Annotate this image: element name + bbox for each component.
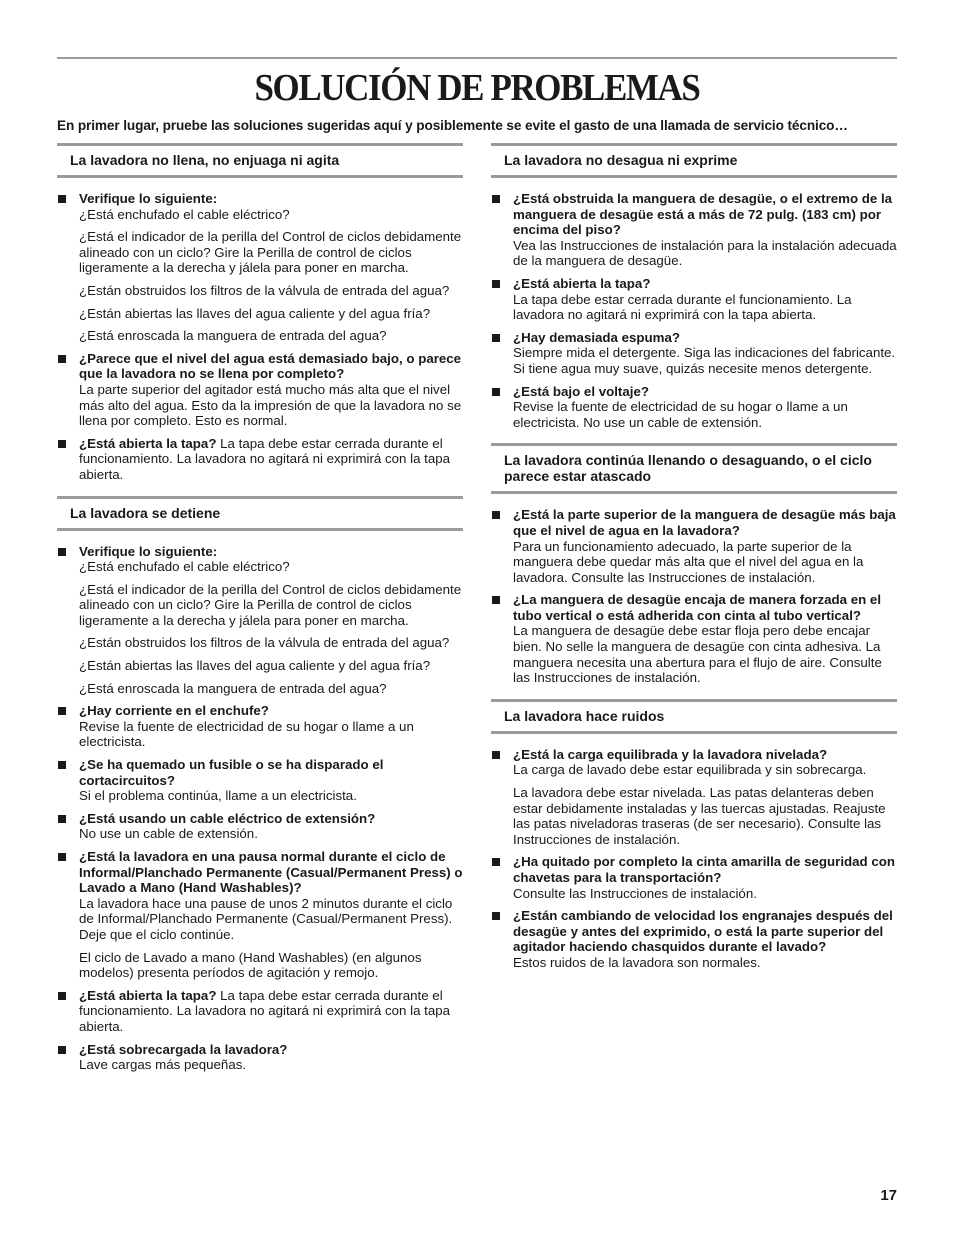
item-text: Revise la fuente de electricidad de su hogar o llame a un electricista.	[79, 718, 414, 750]
item-question: ¿Está sobrecargada la lavadora?	[79, 1041, 288, 1057]
list-item	[491, 276, 897, 323]
item-text: Vea las Instrucciones de instalación para la instalación adecuada de la manguera de desagüe.	[513, 237, 897, 269]
right-column	[491, 143, 897, 984]
item-question: ¿Se ha quemado un fusible o se ha disparado el cortacircuitos?	[79, 757, 384, 788]
list-item	[57, 811, 463, 842]
bullet-icon	[492, 195, 500, 203]
item-text: ¿Están abiertas las llaves del agua caliente y del agua fría?	[79, 305, 431, 321]
bullet-icon	[492, 511, 500, 519]
item-question: ¿Está abierta la tapa?	[513, 275, 651, 291]
item-question: ¿Está la lavadora en una pausa normal durante el ciclo de Informal/Planchado Permanente (Casual/Permanent Press) o Lavado a Mano (Hand Washables)?	[79, 849, 463, 896]
list-item	[491, 507, 897, 585]
bullet-icon	[492, 388, 500, 396]
item-text: La tapa debe estar cerrada durante el funcionamiento. La lavadora no agitará ni exprimirá con la tapa abierta.	[79, 987, 451, 1034]
item-text: ¿Está el indicador de la perilla del Control de ciclos debidamente alineado con un ciclo? Gire la Perilla de control de ciclos ligeramente a la derecha y jálela para poner en marcha.	[79, 229, 462, 276]
left-column	[57, 143, 463, 1086]
item-question: Verifique lo siguiente:	[79, 543, 218, 559]
item-text: La lavadora hace una pause de unos 2 minutos durante el ciclo de Informal/Planchado Permanente (Casual/Permanent Press). Deje que el ciclo continúe.	[79, 895, 453, 942]
section-heading: La lavadora no desagua ni exprime	[491, 143, 897, 178]
list-item	[491, 384, 897, 431]
item-text: La parte superior del agitador está mucho más alta que el nivel más alto del agua. Esto da la impresión de que la lavadora no se llena por completo. Esto es normal.	[79, 381, 462, 429]
bullet-icon	[58, 548, 66, 556]
item-text: ¿Están abiertas las llaves del agua caliente y del agua fría?	[79, 658, 431, 674]
item-question: ¿Está abierta la tapa?	[79, 435, 217, 451]
item-text: ¿Están obstruidos los filtros de la válvula de entrada del agua?	[79, 282, 450, 298]
item-question: ¿La manguera de desagüe encaja de manera forzada en el tubo vertical o está adherida con cinta al tubo vertical?	[513, 592, 882, 623]
item-text: ¿Está enroscada la manguera de entrada del agua?	[79, 328, 387, 344]
bullet-icon	[58, 853, 66, 861]
item-question: ¿Está bajo el voltaje?	[513, 383, 649, 399]
item-text: La tapa debe estar cerrada durante el funcionamiento. La lavadora no agitará ni exprimirá con la tapa abierta.	[79, 435, 451, 482]
item-text: Consulte las Instrucciones de instalación.	[513, 885, 757, 901]
item-text: Siempre mida el detergente. Siga las indicaciones del fabricante. Si tiene agua muy suave, quizás necesite menos detergente.	[513, 345, 896, 376]
bullet-icon	[492, 858, 500, 866]
bullet-icon	[492, 751, 500, 759]
bullet-icon	[58, 440, 66, 448]
item-text: Si el problema continúa, llame a un electricista.	[79, 788, 357, 804]
bullet-icon	[58, 761, 66, 769]
list-item	[491, 854, 897, 901]
list-item	[57, 703, 463, 750]
section-no-fill	[57, 143, 463, 483]
item-text: Estos ruidos de la lavadora son normales.	[513, 954, 761, 970]
list-item	[491, 330, 897, 377]
item-text: ¿Están obstruidos los filtros de la válvula de entrada del agua?	[79, 635, 450, 651]
bullet-icon	[58, 815, 66, 823]
list-item	[491, 908, 897, 970]
item-question: ¿Ha quitado por completo la cinta amarilla de seguridad con chavetas para la transportación?	[513, 854, 895, 885]
bullet-icon	[492, 334, 500, 342]
item-text: Lave cargas más pequeñas.	[79, 1057, 247, 1073]
top-rule	[57, 57, 897, 59]
item-question: ¿Hay corriente en el enchufe?	[79, 703, 269, 719]
bullet-icon	[58, 1046, 66, 1054]
section-no-drain	[491, 143, 897, 430]
section-stops	[57, 496, 463, 1073]
list-item	[491, 592, 897, 686]
item-question: ¿Está abierta la tapa?	[79, 987, 217, 1003]
item-text: La carga de lavado debe estar equilibrada y sin sobrecarga.	[513, 762, 867, 778]
item-question: ¿Parece que el nivel del agua está demasiado bajo, o parece que la lavadora no se llena por completo?	[79, 350, 462, 382]
item-text: Para un funcionamiento adecuado, la parte superior de la manguera debe quedar más alta que el nivel del agua en la lavadora. Consulte las Instrucciones de instalación.	[513, 538, 864, 585]
item-question: ¿Está obstruida la manguera de desagüe, o el extremo de la manguera de desagüe está a más de 72 pulg. (183 cm) por encima del piso?	[513, 191, 893, 238]
list-item	[57, 544, 463, 697]
item-text: ¿Está enchufado el cable eléctrico?	[79, 206, 290, 222]
bullet-icon	[58, 355, 66, 363]
list-item	[57, 849, 463, 981]
item-text: La lavadora debe estar nivelada. Las patas delanteras deben estar debidamente instaladas y las tuercas ajustadas. Reajuste las patas niveladoras traseras (de ser necesario). Consulte las Instrucciones de instalación.	[513, 785, 886, 847]
section-heading: La lavadora se detiene	[57, 496, 463, 531]
list-item	[57, 351, 463, 429]
bullet-icon	[58, 707, 66, 715]
list-item	[57, 436, 463, 483]
item-question: ¿Hay demasiada espuma?	[513, 329, 681, 345]
bullet-icon	[58, 195, 66, 203]
item-text: ¿Está enroscada la manguera de entrada del agua?	[79, 680, 387, 696]
item-text: ¿Está enchufado el cable eléctrico?	[79, 559, 290, 575]
section-heading: La lavadora hace ruidos	[491, 699, 897, 734]
section-noises	[491, 699, 897, 971]
item-text: No use un cable de extensión.	[79, 826, 258, 842]
item-text: Revise la fuente de electricidad de su hogar o llame a un electricista. No use un cable de extensión.	[513, 399, 848, 430]
list-item	[57, 757, 463, 804]
item-text: El ciclo de Lavado a mano (Hand Washables) (en algunos modelos) presenta períodos de agitación y remojo.	[79, 949, 422, 981]
section-stuck-cycle	[491, 443, 897, 686]
item-text: La manguera de desagüe debe estar floja pero debe encajar bien. No selle la manguera de desagüe con cinta adhesiva. La manguera necesita una abertura para el flujo de aire. Consulte las Instrucciones de instalación.	[513, 623, 882, 686]
list-item	[491, 747, 897, 848]
bullet-icon	[492, 280, 500, 288]
list-item	[491, 191, 897, 269]
page-title: SOLUCIÓN DE PROBLEMAS	[254, 67, 700, 109]
list-item	[57, 191, 463, 344]
section-heading: La lavadora no llena, no enjuaga ni agita	[57, 143, 463, 178]
list-item	[57, 1042, 463, 1073]
bullet-icon	[492, 912, 500, 920]
list-item	[57, 988, 463, 1035]
page-number: 17	[880, 1187, 897, 1204]
item-question: ¿Está la carga equilibrada y la lavadora nivelada?	[513, 746, 828, 762]
item-question: ¿Están cambiando de velocidad los engranajes después del desagüe y antes del exprimido, o está la parte superior del agitador haciendo chasquidos durante el lavado?	[513, 908, 893, 955]
bullet-icon	[58, 992, 66, 1000]
intro-text: En primer lugar, pruebe las soluciones sugeridas aquí y posiblemente se evite el gasto de una llamada de servicio técnico…	[57, 118, 848, 133]
section-heading: La lavadora continúa llenando o desaguando, o el ciclo parece estar atascado	[491, 443, 897, 494]
item-question: ¿Está usando un cable eléctrico de extensión?	[79, 810, 376, 826]
item-question: Verifique lo siguiente:	[79, 191, 218, 206]
item-question: ¿Está la parte superior de la manguera de desagüe más baja que el nivel de agua en la lavadora?	[513, 507, 896, 538]
item-text: La tapa debe estar cerrada durante el funcionamiento. La lavadora no agitará ni exprimirá con la tapa abierta.	[513, 291, 852, 323]
bullet-icon	[492, 596, 500, 604]
item-text: ¿Está el indicador de la perilla del Control de ciclos debidamente alineado con un ciclo? Gire la Perilla de control de ciclos ligeramente a la derecha y jálela para poner en marcha.	[79, 581, 462, 628]
